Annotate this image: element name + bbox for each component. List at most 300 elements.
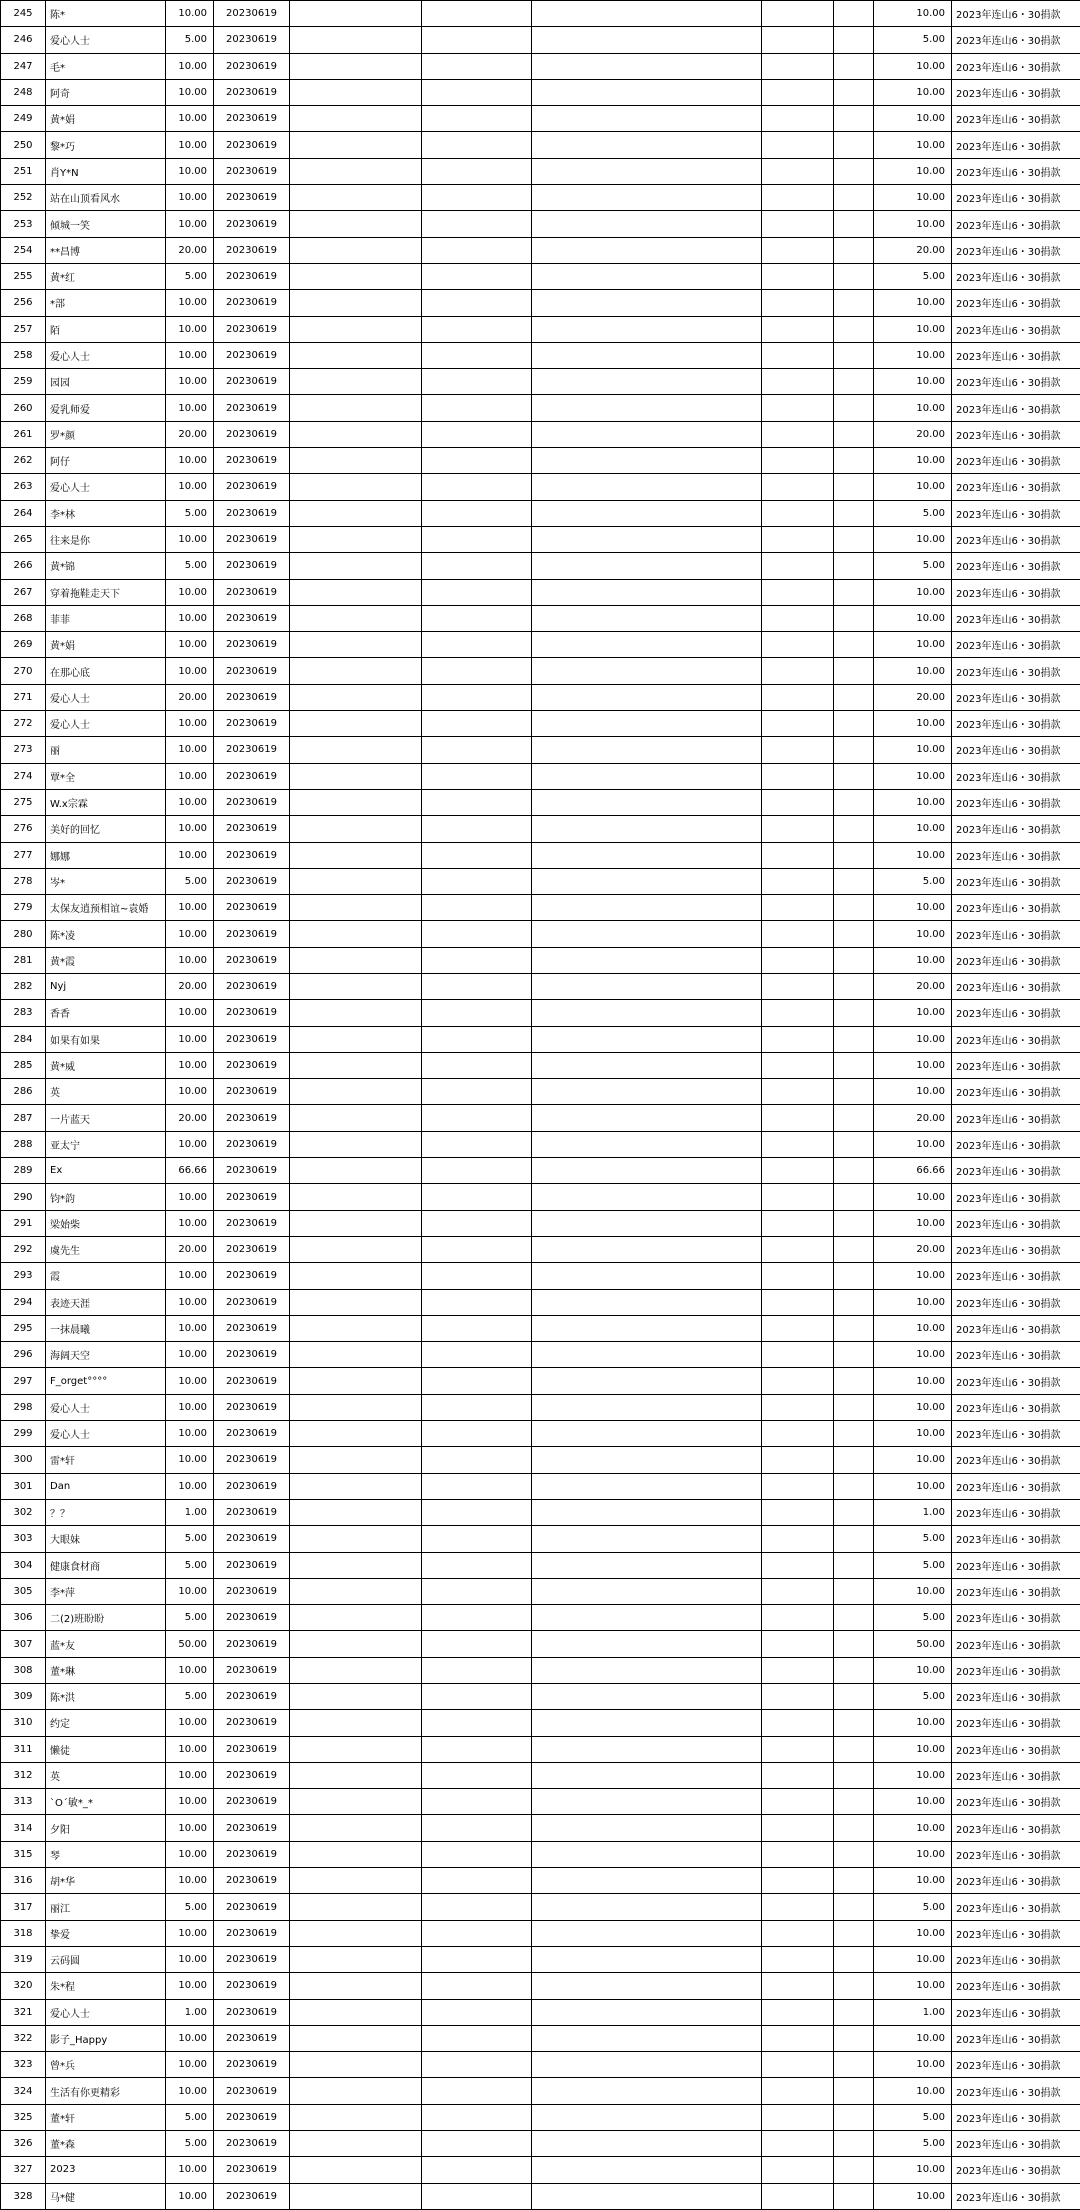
donor-name: 黄*威 (46, 1052, 166, 1078)
donation-date: 20230619 (214, 1289, 290, 1315)
empty-cell (834, 1184, 874, 1210)
empty-cell (290, 1394, 422, 1420)
received-amount: 10.00 (874, 1447, 952, 1473)
empty-cell (834, 1946, 874, 1972)
received-amount: 10.00 (874, 1421, 952, 1447)
row-index: 291 (1, 1210, 46, 1236)
row-index: 258 (1, 342, 46, 368)
empty-cell (422, 737, 532, 763)
donation-note: 2023年连山6・30捐款 (952, 53, 1080, 79)
empty-cell (834, 185, 874, 211)
empty-cell (532, 1526, 762, 1552)
donor-name: 陈* (46, 1, 166, 27)
empty-cell (532, 1131, 762, 1157)
donation-note: 2023年连山6・30捐款 (952, 369, 1080, 395)
table-row (1, 1499, 1080, 1525)
empty-cell (290, 1631, 422, 1657)
donation-note: 2023年连山6・30捐款 (952, 132, 1080, 158)
donation-date: 20230619 (214, 553, 290, 579)
empty-cell (290, 1578, 422, 1604)
row-index: 325 (1, 2104, 46, 2130)
empty-cell (290, 1447, 422, 1473)
donation-note: 2023年连山6・30捐款 (952, 895, 1080, 921)
received-amount: 10.00 (874, 658, 952, 684)
donation-note: 2023年连山6・30捐款 (952, 816, 1080, 842)
empty-cell (290, 1552, 422, 1578)
donation-note: 2023年连山6・30捐款 (952, 1447, 1080, 1473)
donation-date: 20230619 (214, 1841, 290, 1867)
received-amount: 10.00 (874, 1789, 952, 1815)
row-index: 289 (1, 1158, 46, 1184)
donor-name: 太保友逍预相谊~袁婚 (46, 895, 166, 921)
empty-cell (834, 605, 874, 631)
table-row (1, 1342, 1080, 1368)
row-index: 327 (1, 2157, 46, 2183)
donation-amount: 10.00 (166, 921, 214, 947)
table-row (1, 763, 1080, 789)
table-row (1, 1815, 1080, 1841)
empty-cell (290, 868, 422, 894)
received-amount: 10.00 (874, 1289, 952, 1315)
empty-cell (762, 868, 834, 894)
empty-cell (290, 1158, 422, 1184)
table-row (1, 1210, 1080, 1236)
empty-cell (422, 448, 532, 474)
donation-note: 2023年连山6・30捐款 (952, 1710, 1080, 1736)
empty-cell (422, 816, 532, 842)
empty-cell (532, 658, 762, 684)
table-row (1, 1236, 1080, 1262)
empty-cell (834, 1026, 874, 1052)
empty-cell (762, 1578, 834, 1604)
table-row (1, 1684, 1080, 1710)
donation-date: 20230619 (214, 1920, 290, 1946)
empty-cell (290, 2183, 422, 2209)
empty-cell (290, 1, 422, 27)
received-amount: 10.00 (874, 2052, 952, 2078)
empty-cell (532, 1473, 762, 1499)
received-amount: 10.00 (874, 474, 952, 500)
empty-cell (834, 684, 874, 710)
donation-date: 20230619 (214, 1052, 290, 1078)
donation-date: 20230619 (214, 79, 290, 105)
empty-cell (422, 53, 532, 79)
empty-cell (422, 1815, 532, 1841)
received-amount: 10.00 (874, 132, 952, 158)
received-amount: 10.00 (874, 185, 952, 211)
donation-date: 20230619 (214, 1368, 290, 1394)
empty-cell (532, 1026, 762, 1052)
empty-cell (762, 579, 834, 605)
donation-date: 20230619 (214, 1315, 290, 1341)
empty-cell (762, 1447, 834, 1473)
donor-name: 影子_Happy (46, 2025, 166, 2051)
donation-note: 2023年连山6・30捐款 (952, 2131, 1080, 2157)
donation-note: 2023年连山6・30捐款 (952, 1815, 1080, 1841)
empty-cell (762, 1999, 834, 2025)
empty-cell (762, 1920, 834, 1946)
donor-name: 在那心底 (46, 658, 166, 684)
row-index: 320 (1, 1973, 46, 1999)
empty-cell (834, 1421, 874, 1447)
empty-cell (422, 605, 532, 631)
donor-name: 马*健 (46, 2183, 166, 2209)
empty-cell (762, 1158, 834, 1184)
donation-note: 2023年连山6・30捐款 (952, 1315, 1080, 1341)
table-row (1, 1105, 1080, 1131)
empty-cell (762, 947, 834, 973)
received-amount: 10.00 (874, 342, 952, 368)
donation-date: 20230619 (214, 2052, 290, 2078)
table-row (1, 2025, 1080, 2051)
empty-cell (422, 1184, 532, 1210)
donation-date: 20230619 (214, 1499, 290, 1525)
empty-cell (422, 79, 532, 105)
donation-date: 20230619 (214, 158, 290, 184)
donor-name: 爱心人士 (46, 474, 166, 500)
donation-note: 2023年连山6・30捐款 (952, 658, 1080, 684)
empty-cell (532, 816, 762, 842)
row-index: 309 (1, 1684, 46, 1710)
donation-date: 20230619 (214, 1263, 290, 1289)
empty-cell (290, 1473, 422, 1499)
donation-date: 20230619 (214, 106, 290, 132)
donor-name: 穿着拖鞋走天下 (46, 579, 166, 605)
empty-cell (834, 27, 874, 53)
donor-name: 健康食材商 (46, 1552, 166, 1578)
donation-date: 20230619 (214, 973, 290, 999)
empty-cell (290, 106, 422, 132)
donation-date: 20230619 (214, 500, 290, 526)
donation-amount: 10.00 (166, 579, 214, 605)
donation-amount: 10.00 (166, 290, 214, 316)
empty-cell (532, 1394, 762, 1420)
donation-note: 2023年连山6・30捐款 (952, 211, 1080, 237)
empty-cell (290, 342, 422, 368)
donation-note: 2023年连山6・30捐款 (952, 448, 1080, 474)
donation-date: 20230619 (214, 211, 290, 237)
empty-cell (422, 895, 532, 921)
empty-cell (834, 2104, 874, 2130)
donation-note: 2023年连山6・30捐款 (952, 1631, 1080, 1657)
table-row (1, 1473, 1080, 1499)
empty-cell (290, 369, 422, 395)
donation-note: 2023年连山6・30捐款 (952, 290, 1080, 316)
empty-cell (762, 763, 834, 789)
donor-name: 胡*华 (46, 1868, 166, 1894)
received-amount: 10.00 (874, 1920, 952, 1946)
empty-cell (422, 526, 532, 552)
empty-cell (532, 1684, 762, 1710)
row-index: 304 (1, 1552, 46, 1578)
row-index: 284 (1, 1026, 46, 1052)
empty-cell (834, 1210, 874, 1236)
donor-name: 爱心人士 (46, 1394, 166, 1420)
empty-cell (422, 27, 532, 53)
table-row (1, 1158, 1080, 1184)
donor-name: 往来是你 (46, 526, 166, 552)
empty-cell (834, 1499, 874, 1525)
donation-amount: 10.00 (166, 79, 214, 105)
donor-name: 倾城一笑 (46, 211, 166, 237)
empty-cell (290, 421, 422, 447)
empty-cell (422, 1578, 532, 1604)
donation-date: 20230619 (214, 369, 290, 395)
donation-note: 2023年连山6・30捐款 (952, 973, 1080, 999)
table-row (1, 1999, 1080, 2025)
row-index: 251 (1, 158, 46, 184)
donor-name: 香香 (46, 1000, 166, 1026)
donation-note: 2023年连山6・30捐款 (952, 1946, 1080, 1972)
donation-date: 20230619 (214, 1158, 290, 1184)
received-amount: 10.00 (874, 1052, 952, 1078)
donation-date: 20230619 (214, 474, 290, 500)
donation-amount: 10.00 (166, 1263, 214, 1289)
empty-cell (532, 1000, 762, 1026)
empty-cell (834, 1684, 874, 1710)
table-row (1, 842, 1080, 868)
received-amount: 10.00 (874, 211, 952, 237)
table-row (1, 1131, 1080, 1157)
table-row (1, 132, 1080, 158)
empty-cell (834, 579, 874, 605)
table-row (1, 1526, 1080, 1552)
empty-cell (762, 421, 834, 447)
donor-name: Dan (46, 1473, 166, 1499)
donation-date: 20230619 (214, 1421, 290, 1447)
donor-name: 雷*轩 (46, 1447, 166, 1473)
donor-name: 爱心人士 (46, 711, 166, 737)
donation-note: 2023年连山6・30捐款 (952, 1499, 1080, 1525)
donation-date: 20230619 (214, 605, 290, 631)
donation-date: 20230619 (214, 448, 290, 474)
empty-cell (834, 474, 874, 500)
donation-date: 20230619 (214, 1526, 290, 1552)
row-index: 285 (1, 1052, 46, 1078)
donation-date: 20230619 (214, 763, 290, 789)
donor-name: 爱心人士 (46, 684, 166, 710)
table-row (1, 158, 1080, 184)
donation-date: 20230619 (214, 684, 290, 710)
empty-cell (834, 816, 874, 842)
empty-cell (532, 1210, 762, 1236)
empty-cell (762, 1210, 834, 1236)
row-index: 281 (1, 947, 46, 973)
donation-amount: 1.00 (166, 1499, 214, 1525)
donation-note: 2023年连山6・30捐款 (952, 1131, 1080, 1157)
empty-cell (532, 1, 762, 27)
table-row (1, 1789, 1080, 1815)
donor-name: W.x宗霖 (46, 789, 166, 815)
empty-cell (762, 211, 834, 237)
row-index: 272 (1, 711, 46, 737)
donation-amount: 10.00 (166, 158, 214, 184)
table-row (1, 579, 1080, 605)
donation-note: 2023年连山6・30捐款 (952, 921, 1080, 947)
empty-cell (762, 474, 834, 500)
empty-cell (762, 1289, 834, 1315)
table-row (1, 1263, 1080, 1289)
donation-amount: 10.00 (166, 632, 214, 658)
row-index: 316 (1, 1868, 46, 1894)
empty-cell (762, 1552, 834, 1578)
empty-cell (762, 1684, 834, 1710)
row-index: 328 (1, 2183, 46, 2209)
received-amount: 10.00 (874, 711, 952, 737)
donor-name: 董*琳 (46, 1657, 166, 1683)
row-index: 283 (1, 1000, 46, 1026)
donation-note: 2023年连山6・30捐款 (952, 1, 1080, 27)
donor-name: 阿仔 (46, 448, 166, 474)
empty-cell (290, 763, 422, 789)
empty-cell (290, 448, 422, 474)
table-row (1, 263, 1080, 289)
donation-date: 20230619 (214, 290, 290, 316)
row-index: 256 (1, 290, 46, 316)
donation-date: 20230619 (214, 842, 290, 868)
row-index: 253 (1, 211, 46, 237)
donation-note: 2023年连山6・30捐款 (952, 1999, 1080, 2025)
empty-cell (834, 1894, 874, 1920)
received-amount: 10.00 (874, 1868, 952, 1894)
donation-amount: 10.00 (166, 947, 214, 973)
empty-cell (290, 1263, 422, 1289)
table-row (1, 1868, 1080, 1894)
received-amount: 10.00 (874, 1762, 952, 1788)
row-index: 308 (1, 1657, 46, 1683)
donation-amount: 5.00 (166, 27, 214, 53)
row-index: 271 (1, 684, 46, 710)
empty-cell (762, 79, 834, 105)
donation-note: 2023年连山6・30捐款 (952, 1210, 1080, 1236)
table-row (1, 1973, 1080, 1999)
empty-cell (762, 237, 834, 263)
donor-name: 梁始柴 (46, 1210, 166, 1236)
empty-cell (290, 711, 422, 737)
donor-name: 曾*兵 (46, 2052, 166, 2078)
empty-cell (290, 2052, 422, 2078)
empty-cell (422, 1736, 532, 1762)
donation-amount: 5.00 (166, 500, 214, 526)
empty-cell (422, 1079, 532, 1105)
empty-cell (422, 132, 532, 158)
row-index: 313 (1, 1789, 46, 1815)
empty-cell (762, 500, 834, 526)
empty-cell (834, 1552, 874, 1578)
empty-cell (762, 1394, 834, 1420)
received-amount: 10.00 (874, 1263, 952, 1289)
empty-cell (762, 842, 834, 868)
received-amount: 10.00 (874, 1315, 952, 1341)
donation-date: 20230619 (214, 1394, 290, 1420)
empty-cell (834, 2183, 874, 2209)
donor-name: 覃*全 (46, 763, 166, 789)
donor-name: 生活有你更精彩 (46, 2078, 166, 2104)
empty-cell (290, 1079, 422, 1105)
donation-amount: 10.00 (166, 1210, 214, 1236)
row-index: 293 (1, 1263, 46, 1289)
donor-name: `O´敏*_* (46, 1789, 166, 1815)
donor-name: 黎*巧 (46, 132, 166, 158)
table-row (1, 658, 1080, 684)
empty-cell (762, 448, 834, 474)
empty-cell (532, 1868, 762, 1894)
empty-cell (532, 895, 762, 921)
empty-cell (834, 500, 874, 526)
empty-cell (532, 1578, 762, 1604)
donor-name: 二(2)班盼盼 (46, 1605, 166, 1631)
donation-note: 2023年连山6・30捐款 (952, 1868, 1080, 1894)
donation-note: 2023年连山6・30捐款 (952, 2025, 1080, 2051)
donation-note: 2023年连山6・30捐款 (952, 789, 1080, 815)
empty-cell (422, 237, 532, 263)
empty-cell (762, 1, 834, 27)
empty-cell (422, 2183, 532, 2209)
empty-cell (422, 1131, 532, 1157)
empty-cell (762, 1184, 834, 1210)
donation-note: 2023年连山6・30捐款 (952, 1079, 1080, 1105)
empty-cell (834, 1762, 874, 1788)
donor-name: 陌 (46, 316, 166, 342)
received-amount: 10.00 (874, 921, 952, 947)
donation-date: 20230619 (214, 2025, 290, 2051)
donation-amount: 1.00 (166, 1999, 214, 2025)
donor-name: 懒徒 (46, 1736, 166, 1762)
donation-amount: 10.00 (166, 737, 214, 763)
donation-amount: 10.00 (166, 185, 214, 211)
donation-date: 20230619 (214, 895, 290, 921)
row-index: 298 (1, 1394, 46, 1420)
empty-cell (762, 1868, 834, 1894)
donation-amount: 10.00 (166, 1342, 214, 1368)
empty-cell (834, 1000, 874, 1026)
empty-cell (834, 263, 874, 289)
row-index: 277 (1, 842, 46, 868)
donor-name: 朱*程 (46, 1973, 166, 1999)
received-amount: 10.00 (874, 1342, 952, 1368)
empty-cell (290, 158, 422, 184)
donation-note: 2023年连山6・30捐款 (952, 553, 1080, 579)
donor-name: 阿奇 (46, 79, 166, 105)
empty-cell (422, 1894, 532, 1920)
empty-cell (532, 868, 762, 894)
received-amount: 10.00 (874, 1710, 952, 1736)
empty-cell (532, 132, 762, 158)
empty-cell (422, 973, 532, 999)
empty-cell (762, 1973, 834, 1999)
empty-cell (532, 1999, 762, 2025)
donation-date: 20230619 (214, 526, 290, 552)
empty-cell (762, 1052, 834, 1078)
donation-amount: 20.00 (166, 684, 214, 710)
empty-cell (834, 973, 874, 999)
empty-cell (532, 1631, 762, 1657)
empty-cell (762, 895, 834, 921)
received-amount: 5.00 (874, 263, 952, 289)
empty-cell (422, 1026, 532, 1052)
row-index: 255 (1, 263, 46, 289)
donation-amount: 10.00 (166, 658, 214, 684)
row-index: 307 (1, 1631, 46, 1657)
empty-cell (834, 711, 874, 737)
empty-cell (834, 1473, 874, 1499)
row-index: 299 (1, 1421, 46, 1447)
donation-amount: 5.00 (166, 2131, 214, 2157)
empty-cell (762, 1736, 834, 1762)
donor-name: 亚太宁 (46, 1131, 166, 1157)
empty-cell (762, 1526, 834, 1552)
donation-note: 2023年连山6・30捐款 (952, 1789, 1080, 1815)
